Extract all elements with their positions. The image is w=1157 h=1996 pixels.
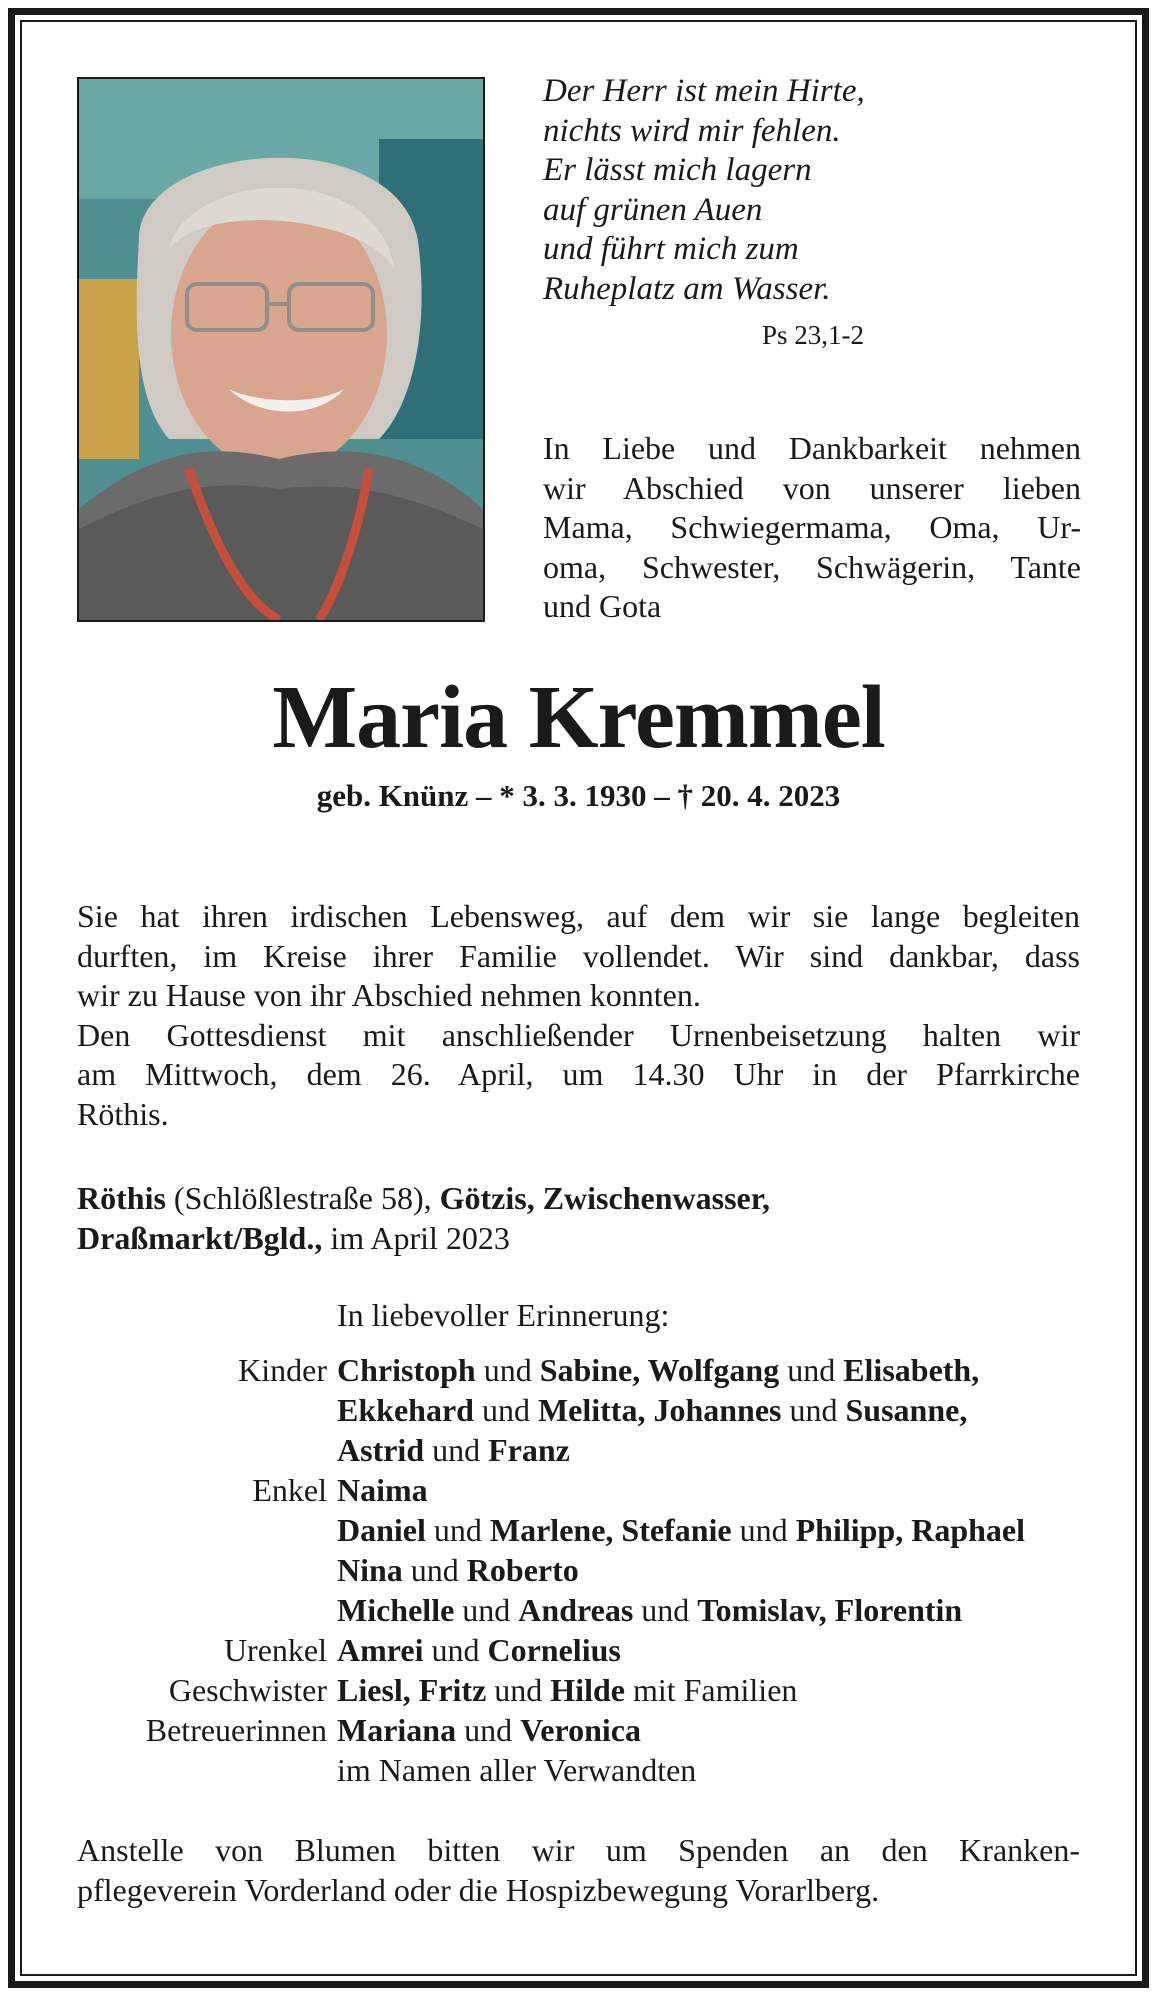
names-line [337,1430,979,1470]
relatives-label: Enkel [252,1472,327,1508]
conjunction: mit Familien [624,1672,798,1708]
person-name: Liesl, Fritz [337,1672,487,1708]
deceased-name: Maria Kremmel [272,668,885,767]
person-name: Mariana [337,1712,457,1748]
conjunction: und [402,1552,467,1588]
person-name: Astrid [337,1432,425,1468]
intro-line: und Gota [543,588,662,624]
relatives-label: Betreuerinnen [145,1712,327,1748]
body-line: Sie hat ihren irdischen Lebensweg, auf dem wir sie lange begleiten [77,898,1080,934]
names-line [337,1390,979,1430]
psalm-line: nichts wird mir fehlen. [543,112,841,149]
intro-line: In Liebe und Dankbarkeit nehmen [543,430,1081,466]
names-line [337,1550,1025,1590]
relatives-group-betreuerinnen [77,1710,1025,1790]
relatives-names [337,1470,1025,1630]
conjunction: und [731,1512,796,1548]
relatives-label: Urenkel [223,1632,327,1668]
person-name: Ekkehard [337,1392,474,1428]
conjunction: und [779,1352,844,1388]
address: (Schlößlestraße 58), [165,1180,440,1216]
life-dates: geb. Knünz – * 3. 3. 1930 – † 20. 4. 2023 [316,778,841,813]
person-name: Amrei [337,1632,424,1668]
person-name: Christoph [337,1352,476,1388]
person-name: Philipp, Raphael [795,1512,1025,1548]
date-text: im April 2023 [322,1220,510,1256]
names-line [337,1510,1025,1550]
person-name: Andreas [518,1592,634,1628]
person-name: Roberto [466,1552,579,1588]
psalm-line: und führt mich zum [543,231,799,267]
conjunction: und [456,1712,521,1748]
person-name: Sabine, Wolfgang [539,1352,780,1388]
person-name: Franz [488,1432,570,1468]
conjunction: und [633,1592,698,1628]
body-line: Röthis. [77,1095,169,1132]
relatives-group-kinder [77,1350,1025,1470]
intro-text [543,429,1081,627]
donation-line: Anstelle von Blumen bitten wir um Spenden an den Kranken- [77,1832,1080,1868]
relatives-group-urenkel [77,1630,1025,1670]
person-name: Hilde [550,1672,625,1708]
relatives-label: Kinder [238,1352,327,1388]
place-name: Götzis, Zwischenwasser, [439,1180,770,1216]
relatives-group-enkel [77,1470,1025,1630]
names-line [337,1630,621,1670]
closing-line: im Namen aller Verwandten [337,1752,697,1788]
conjunction: und [454,1592,519,1628]
person-name: Tomislav, Florentin [697,1592,963,1628]
place-line [77,1178,770,1218]
person-name: Elisabeth, [843,1352,980,1388]
psalm-line: Er lässt mich lagern [543,152,812,188]
relatives-names [337,1630,621,1670]
donation-request [77,1830,1080,1910]
body-line: Den Gottesdienst mit anschließender Urnenbeisetzung halten wir [77,1016,1080,1053]
intro-line: Mama, Schwiegermama, Oma, Ur- [543,509,1081,545]
person-name: Cornelius [487,1632,621,1668]
psalm-reference: Ps 23,1-2 [762,320,865,350]
relatives-list [77,1350,1025,1790]
relatives-names [337,1710,696,1790]
memory-heading: In liebevoller Erinnerung: [337,1297,670,1333]
person-name: Naima [337,1472,428,1508]
person-name: Susanne, [845,1392,968,1428]
body-line: wir zu Hause von ihr Abschied nehmen konnten. [77,977,701,1013]
names-line [337,1710,696,1750]
psalm-line: Der Herr ist mein Hirte, [543,73,865,109]
conjunction: und [425,1512,490,1548]
body-line: durften, im Kreise ihrer Familie vollendet. Wir sind dankbar, dass [77,937,1080,974]
intro-line: oma, Schwester, Schwägerin, Tante [543,548,1081,585]
names-line [337,1350,979,1390]
psalm-quote [543,72,865,309]
person-name: Nina [337,1552,403,1588]
place-name: Draßmarkt/Bgld., [77,1220,323,1256]
psalm-line: auf grünen Auen [543,191,763,228]
relatives-group-geschwister [77,1670,1025,1710]
conjunction: und [486,1672,551,1708]
intro-line: wir Abschied von unserer lieben [543,469,1081,506]
place-line [77,1218,770,1258]
person-name: Melitta, Johannes [537,1392,782,1428]
conjunction: und [781,1392,846,1428]
portrait-photo [77,77,485,622]
conjunction: und [475,1352,540,1388]
place-and-date [77,1178,770,1258]
names-line [337,1470,1025,1510]
obituary-body [77,897,1080,1134]
person-name: Michelle [337,1592,455,1628]
person-name: Marlene, Stefanie [489,1512,732,1548]
names-line [337,1670,797,1710]
names-line [337,1590,1025,1630]
relatives-names [337,1350,979,1470]
body-line: am Mittwoch, dem 26. April, um 14.30 Uhr in der Pfarrkirche [77,1056,1080,1092]
psalm-line: Ruheplatz am Wasser. [543,270,831,307]
person-name: Veronica [520,1712,641,1748]
conjunction: und [473,1392,538,1428]
relatives-names [337,1670,797,1710]
person-name: Daniel [337,1512,426,1548]
relatives-label: Geschwister [168,1672,327,1708]
conjunction: und [424,1432,489,1468]
conjunction: und [423,1632,488,1668]
place-name: Röthis [77,1180,166,1216]
donation-line: pflegeverein Vorderland oder die Hospizbewegung Vorarlberg. [77,1872,880,1908]
